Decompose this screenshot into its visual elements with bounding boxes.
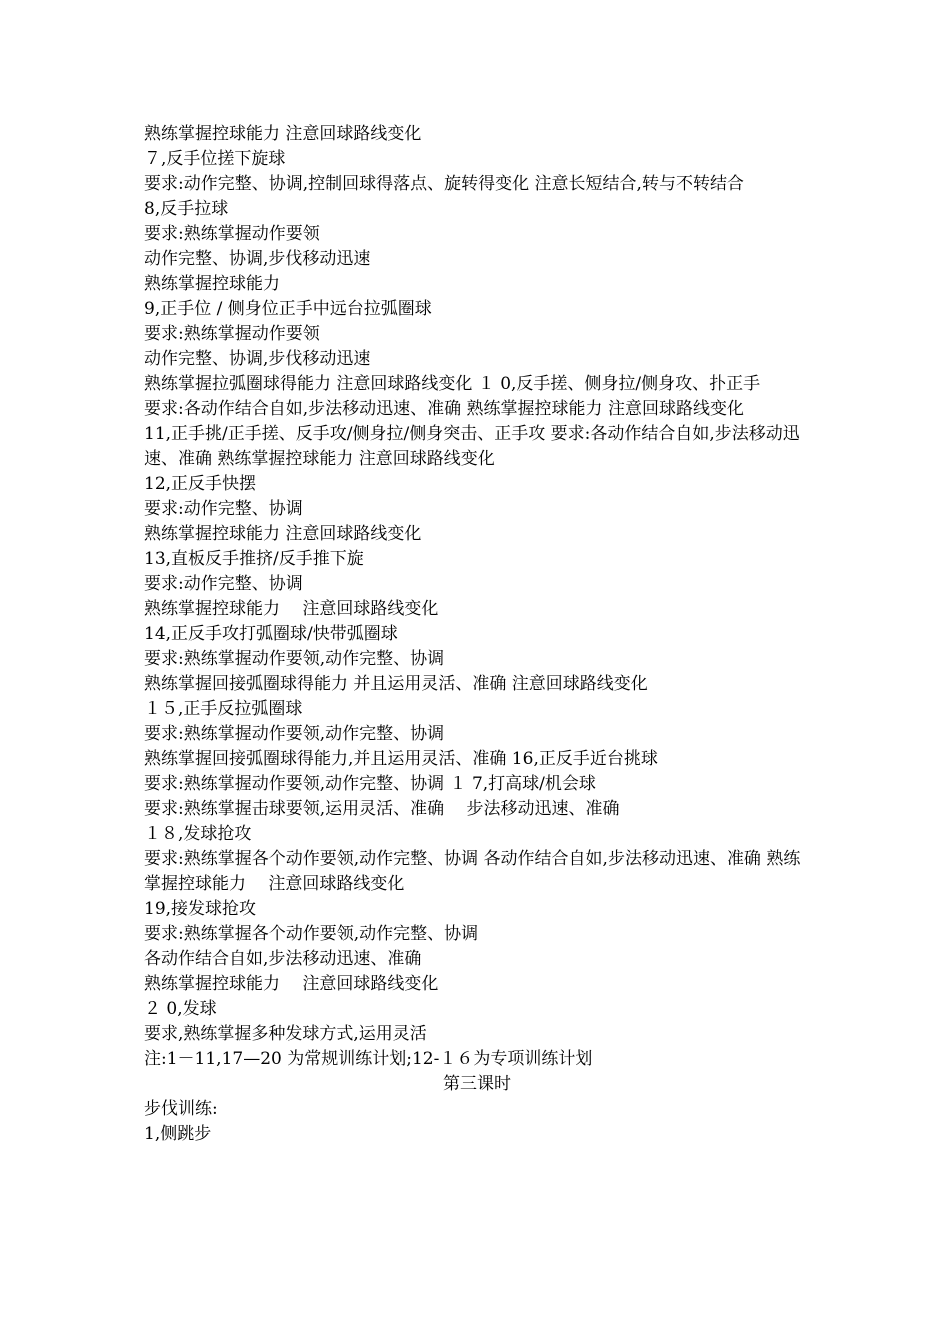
text-line: 1,侧跳步 (144, 1124, 212, 1144)
text-line: 熟练掌握回接弧圈球得能力 并且运用灵活、准确 注意回球路线变化 (144, 674, 648, 694)
text-line: 熟练掌握控球能力 注意回球路线变化 (144, 974, 439, 994)
text-line: 11,正手挑/正手搓、反手攻/侧身拉/侧身突击、正手攻 要求:各动作结合自如,步法移动迅速、准确 熟练掌握控球能力 注意回球路线变化 (144, 424, 800, 469)
text-line: 19,接发球抢攻 (144, 899, 257, 919)
text-line: ７,反手位搓下旋球 (144, 149, 286, 169)
section-title: 第三课时 (443, 1074, 511, 1094)
text-line: 要求,熟练掌握多种发球方式,运用灵活 (144, 1024, 427, 1044)
text-line: 要求:熟练掌握动作要领,动作完整、协调 １ 7,打高球/机会球 (144, 774, 596, 794)
text-line: 要求:动作完整、协调 (144, 499, 303, 519)
text-line: 要求:动作完整、协调,控制回球得落点、旋转得变化 注意长短结合,转与不转结合 (144, 174, 744, 194)
text-line: 各动作结合自如,步法移动迅速、准确 (144, 949, 422, 969)
text-line: ２ 0,发球 (144, 999, 217, 1019)
text-line: １８,发球抢攻 (144, 824, 252, 844)
text-line: 8,反手拉球 (144, 199, 229, 219)
text-line: 要求:熟练掌握动作要领 (144, 224, 320, 244)
text-line: 熟练掌握控球能力 (144, 274, 280, 294)
text-line: 要求:熟练掌握击球要领,运用灵活、准确 步法移动迅速、准确 (144, 799, 620, 819)
text-line: 熟练掌握控球能力 注意回球路线变化 (144, 599, 439, 619)
text-line: 动作完整、协调,步伐移动迅速 (144, 349, 371, 369)
text-line: 要求:熟练掌握动作要领,动作完整、协调 (144, 724, 445, 744)
text-line: 9,正手位 / 侧身位正手中远台拉弧圈球 (144, 299, 432, 319)
text-line: 熟练掌握回接弧圈球得能力,并且运用灵活、准确 16,正反手近台挑球 (144, 749, 658, 769)
text-line: 13,直板反手推挤/反手推下旋 (144, 549, 364, 569)
text-line: 熟练掌握控球能力 注意回球路线变化 (144, 124, 422, 144)
text-line: 要求:熟练掌握动作要领 (144, 324, 320, 344)
text-line: 熟练掌握控球能力 注意回球路线变化 (144, 524, 422, 544)
text-line: 要求:动作完整、协调 (144, 574, 303, 594)
text-line: 熟练掌握拉弧圈球得能力 注意回球路线变化 １ 0,反手搓、侧身拉/侧身攻、扑正手 (144, 374, 761, 394)
text-line: 要求:熟练掌握各个动作要领,动作完整、协调 各动作结合自如,步法移动迅速、准确 熟练掌握控球能力 注意回球路线变化 (144, 849, 801, 894)
text-line: 要求:熟练掌握各个动作要领,动作完整、协调 (144, 924, 479, 944)
text-line: 动作完整、协调,步伐移动迅速 (144, 249, 371, 269)
text-line: 要求:各动作结合自如,步法移动迅速、准确 熟练掌握控球能力 注意回球路线变化 (144, 399, 744, 419)
text-line: 注:1－11,17—20 为常规训练计划;12-１６为专项训练计划 (144, 1049, 593, 1069)
body-text (144, 122, 810, 1147)
text-line: 步伐训练: (144, 1099, 218, 1119)
text-line: 12,正反手快摆 (144, 474, 257, 494)
text-line: 14,正反手攻打弧圈球/快带弧圈球 (144, 624, 398, 644)
text-line: 要求:熟练掌握动作要领,动作完整、协调 (144, 649, 445, 669)
text-line: １５,正手反拉弧圈球 (144, 699, 303, 719)
